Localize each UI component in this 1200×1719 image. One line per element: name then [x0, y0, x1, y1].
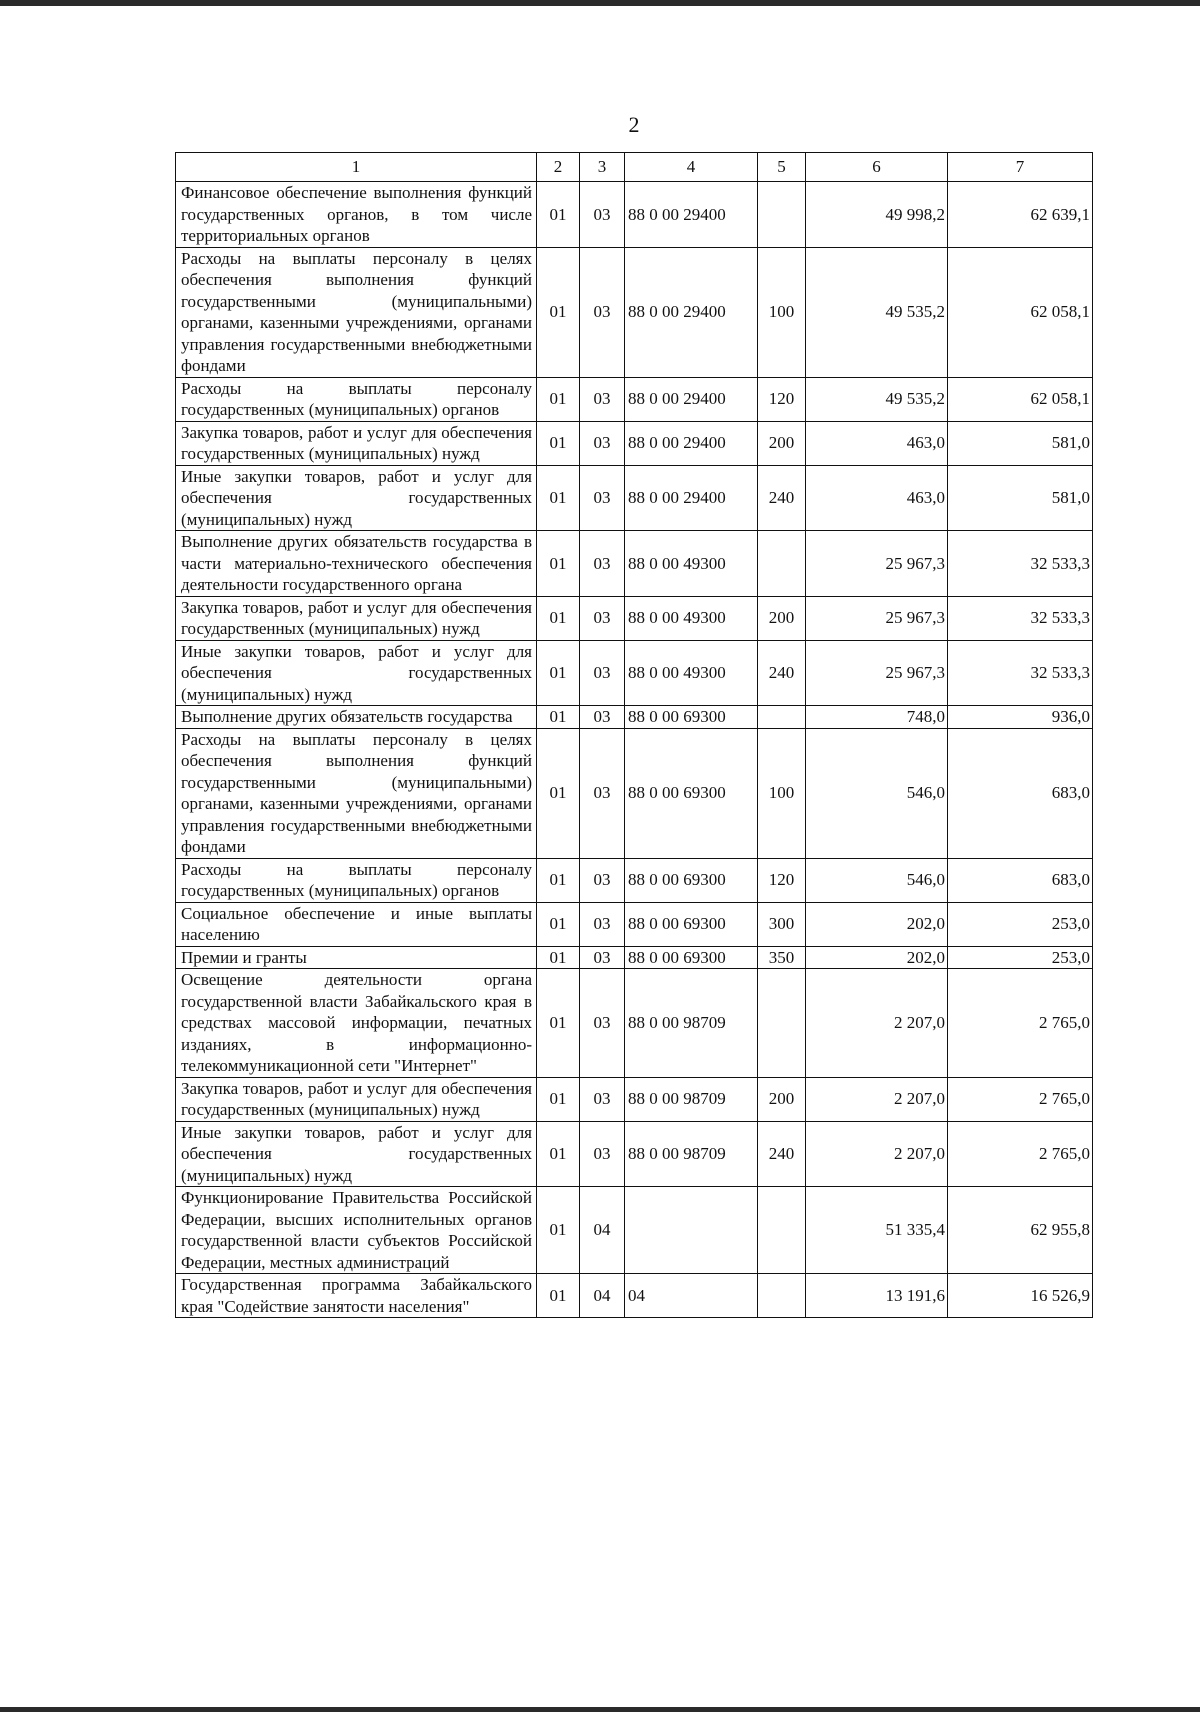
row-section-code: 01 [537, 1121, 580, 1187]
row-subsection-code: 03 [580, 465, 625, 531]
row-description: Премии и гранты [176, 946, 537, 969]
row-amount-col6: 49 998,2 [806, 182, 948, 248]
row-expense-type: 200 [758, 596, 806, 640]
header-cell-2: 2 [537, 153, 580, 182]
row-description: Расходы на выплаты персоналу в целях обеспечения выполнения функций государственными (муниципальными) органами, казенными учреждениями, органами управления государственными внебюджетными фондами [176, 728, 537, 858]
row-amount-col6: 202,0 [806, 902, 948, 946]
row-amount-col6: 25 967,3 [806, 531, 948, 597]
row-subsection-code: 03 [580, 1121, 625, 1187]
table-row [176, 1121, 1093, 1187]
row-target-article: 88 0 00 69300 [625, 728, 758, 858]
row-description: Освещение деятельности органа государственной власти Забайкальского края в средствах массовой информации, печатных изданиях, в информационно-телекоммуникационной сети "Интернет" [176, 969, 537, 1078]
row-target-article: 88 0 00 69300 [625, 706, 758, 729]
table-body [176, 153, 1093, 1318]
header-cell-7: 7 [948, 153, 1093, 182]
row-target-article: 88 0 00 29400 [625, 421, 758, 465]
row-target-article: 88 0 00 29400 [625, 465, 758, 531]
row-amount-col6: 25 967,3 [806, 596, 948, 640]
row-target-article: 88 0 00 98709 [625, 969, 758, 1078]
row-section-code: 01 [537, 465, 580, 531]
row-amount-col7: 62 639,1 [948, 182, 1093, 248]
row-target-article: 88 0 00 29400 [625, 182, 758, 248]
header-cell-1: 1 [176, 153, 537, 182]
row-amount-col7: 2 765,0 [948, 969, 1093, 1078]
budget-table [175, 152, 1093, 1318]
table-row [176, 531, 1093, 597]
row-expense-type [758, 1274, 806, 1318]
row-section-code: 01 [537, 946, 580, 969]
row-section-code: 01 [537, 596, 580, 640]
row-section-code: 01 [537, 728, 580, 858]
table-row [176, 421, 1093, 465]
row-section-code: 01 [537, 182, 580, 248]
row-target-article: 88 0 00 69300 [625, 858, 758, 902]
table-row [176, 946, 1093, 969]
row-subsection-code: 03 [580, 728, 625, 858]
row-expense-type [758, 1187, 806, 1274]
row-section-code: 01 [537, 969, 580, 1078]
row-amount-col7: 32 533,3 [948, 640, 1093, 706]
row-description: Государственная программа Забайкальского края "Содействие занятости населения" [176, 1274, 537, 1318]
row-section-code: 01 [537, 706, 580, 729]
row-expense-type [758, 531, 806, 597]
row-target-article: 88 0 00 69300 [625, 946, 758, 969]
row-subsection-code: 03 [580, 946, 625, 969]
row-amount-col7: 936,0 [948, 706, 1093, 729]
row-amount-col7: 253,0 [948, 946, 1093, 969]
row-amount-col6: 202,0 [806, 946, 948, 969]
row-expense-type: 120 [758, 858, 806, 902]
table-row [176, 640, 1093, 706]
table-row [176, 247, 1093, 377]
row-amount-col6: 13 191,6 [806, 1274, 948, 1318]
row-expense-type [758, 706, 806, 729]
row-description: Финансовое обеспечение выполнения функций государственных органов, в том числе территориальных органов [176, 182, 537, 248]
row-expense-type: 200 [758, 421, 806, 465]
row-section-code: 01 [537, 1077, 580, 1121]
row-description: Расходы на выплаты персоналу государственных (муниципальных) органов [176, 858, 537, 902]
table-row [176, 377, 1093, 421]
table-row [176, 728, 1093, 858]
row-description: Закупка товаров, работ и услуг для обеспечения государственных (муниципальных) нужд [176, 596, 537, 640]
row-description: Выполнение других обязательств государства в части материально-технического обеспечения деятельности государственного органа [176, 531, 537, 597]
table-row [176, 1274, 1093, 1318]
header-cell-4: 4 [625, 153, 758, 182]
row-subsection-code: 03 [580, 969, 625, 1078]
row-subsection-code: 03 [580, 858, 625, 902]
row-description: Иные закупки товаров, работ и услуг для обеспечения государственных (муниципальных) нужд [176, 1121, 537, 1187]
row-amount-col7: 62 058,1 [948, 247, 1093, 377]
row-amount-col7: 32 533,3 [948, 531, 1093, 597]
header-cell-5: 5 [758, 153, 806, 182]
row-amount-col6: 2 207,0 [806, 969, 948, 1078]
row-amount-col6: 546,0 [806, 858, 948, 902]
row-subsection-code: 03 [580, 706, 625, 729]
row-amount-col6: 2 207,0 [806, 1121, 948, 1187]
scan-edge-bottom [0, 1707, 1200, 1712]
row-expense-type: 240 [758, 1121, 806, 1187]
row-target-article: 88 0 00 98709 [625, 1121, 758, 1187]
row-amount-col7: 2 765,0 [948, 1077, 1093, 1121]
row-expense-type: 240 [758, 465, 806, 531]
row-subsection-code: 03 [580, 1077, 625, 1121]
table-row [176, 1077, 1093, 1121]
table-row [176, 902, 1093, 946]
row-section-code: 01 [537, 1274, 580, 1318]
row-subsection-code: 03 [580, 247, 625, 377]
table-row [176, 182, 1093, 248]
row-target-article: 88 0 00 29400 [625, 247, 758, 377]
row-target-article: 88 0 00 69300 [625, 902, 758, 946]
row-description: Закупка товаров, работ и услуг для обеспечения государственных (муниципальных) нужд [176, 421, 537, 465]
row-amount-col6: 51 335,4 [806, 1187, 948, 1274]
row-amount-col7: 62 058,1 [948, 377, 1093, 421]
table-row [176, 969, 1093, 1078]
row-description: Иные закупки товаров, работ и услуг для обеспечения государственных (муниципальных) нужд [176, 640, 537, 706]
row-target-article: 88 0 00 49300 [625, 640, 758, 706]
table-header-row [176, 153, 1093, 182]
row-expense-type: 100 [758, 728, 806, 858]
row-amount-col7: 683,0 [948, 858, 1093, 902]
header-cell-6: 6 [806, 153, 948, 182]
table-row [176, 596, 1093, 640]
row-target-article: 88 0 00 29400 [625, 377, 758, 421]
header-cell-3: 3 [580, 153, 625, 182]
table-row [176, 706, 1093, 729]
row-section-code: 01 [537, 902, 580, 946]
row-amount-col7: 253,0 [948, 902, 1093, 946]
table-row [176, 465, 1093, 531]
row-expense-type: 200 [758, 1077, 806, 1121]
row-amount-col7: 62 955,8 [948, 1187, 1093, 1274]
row-amount-col7: 581,0 [948, 465, 1093, 531]
page-number: 2 [628, 112, 640, 137]
row-expense-type [758, 182, 806, 248]
row-expense-type [758, 969, 806, 1078]
row-subsection-code: 03 [580, 531, 625, 597]
row-subsection-code: 03 [580, 640, 625, 706]
row-description: Социальное обеспечение и иные выплаты населению [176, 902, 537, 946]
row-section-code: 01 [537, 640, 580, 706]
row-amount-col7: 683,0 [948, 728, 1093, 858]
row-section-code: 01 [537, 247, 580, 377]
row-amount-col7: 32 533,3 [948, 596, 1093, 640]
row-target-article [625, 1187, 758, 1274]
row-target-article: 88 0 00 98709 [625, 1077, 758, 1121]
row-description: Расходы на выплаты персоналу государственных (муниципальных) органов [176, 377, 537, 421]
row-amount-col6: 463,0 [806, 465, 948, 531]
row-section-code: 01 [537, 377, 580, 421]
row-subsection-code: 03 [580, 902, 625, 946]
row-amount-col7: 2 765,0 [948, 1121, 1093, 1187]
row-amount-col6: 748,0 [806, 706, 948, 729]
row-subsection-code: 03 [580, 596, 625, 640]
row-subsection-code: 04 [580, 1274, 625, 1318]
row-expense-type: 100 [758, 247, 806, 377]
row-amount-col6: 25 967,3 [806, 640, 948, 706]
row-amount-col7: 581,0 [948, 421, 1093, 465]
row-description: Иные закупки товаров, работ и услуг для обеспечения государственных (муниципальных) нужд [176, 465, 537, 531]
row-subsection-code: 04 [580, 1187, 625, 1274]
row-amount-col6: 49 535,2 [806, 377, 948, 421]
row-section-code: 01 [537, 858, 580, 902]
row-description: Расходы на выплаты персоналу в целях обеспечения выполнения функций государственными (муниципальными) органами, казенными учреждениями, органами управления государственными внебюджетными фондами [176, 247, 537, 377]
row-amount-col7: 16 526,9 [948, 1274, 1093, 1318]
row-description: Функционирование Правительства Российской Федерации, высших исполнительных органов государственной власти субъектов Российской Федерации, местных администраций [176, 1187, 537, 1274]
row-amount-col6: 463,0 [806, 421, 948, 465]
row-expense-type: 120 [758, 377, 806, 421]
row-section-code: 01 [537, 421, 580, 465]
row-expense-type: 350 [758, 946, 806, 969]
table-row [176, 1187, 1093, 1274]
row-section-code: 01 [537, 531, 580, 597]
row-amount-col6: 2 207,0 [806, 1077, 948, 1121]
table-row [176, 858, 1093, 902]
row-expense-type: 240 [758, 640, 806, 706]
row-amount-col6: 49 535,2 [806, 247, 948, 377]
row-target-article: 88 0 00 49300 [625, 531, 758, 597]
row-target-article: 88 0 00 49300 [625, 596, 758, 640]
row-amount-col6: 546,0 [806, 728, 948, 858]
row-subsection-code: 03 [580, 377, 625, 421]
row-target-article: 04 [625, 1274, 758, 1318]
row-subsection-code: 03 [580, 421, 625, 465]
row-description: Выполнение других обязательств государства [176, 706, 537, 729]
row-subsection-code: 03 [580, 182, 625, 248]
row-expense-type: 300 [758, 902, 806, 946]
scan-edge-top [0, 0, 1200, 6]
row-description: Закупка товаров, работ и услуг для обеспечения государственных (муниципальных) нужд [176, 1077, 537, 1121]
row-section-code: 01 [537, 1187, 580, 1274]
